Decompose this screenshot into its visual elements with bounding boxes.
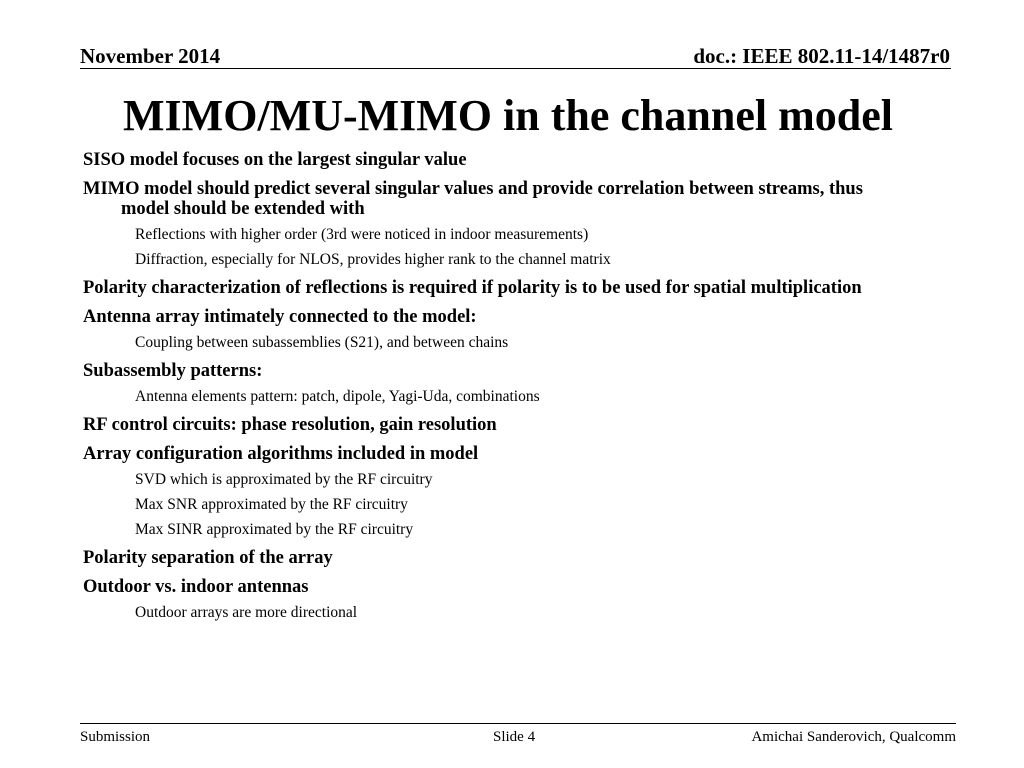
footer-divider [80,723,956,724]
bullet-item: RF control circuits: phase resolution, gain resolution [83,415,497,435]
sub-bullet-item: SVD which is approximated by the RF circuitry [135,471,433,488]
sub-bullet-item: Coupling between subassemblies (S21), and between chains [135,334,509,351]
sub-bullet-item: Antenna elements pattern: patch, dipole, Yagi-Uda, combinations [135,388,540,405]
bullet-item: SISO model focuses on the largest singular value [83,150,467,170]
bullet-item: Array configuration algorithms included in model [83,444,479,464]
footer-author: Amichai Sanderovich, Qualcomm [751,729,956,745]
bullet-item: Outdoor vs. indoor antennas [83,577,309,597]
bullet-item: Subassembly patterns: [83,361,263,381]
bullet-item: Antenna array intimately connected to the model: [83,307,477,327]
header-date: November 2014 [80,44,221,68]
header-divider [80,68,951,69]
bullet-item: Polarity separation of the array [83,548,333,568]
sub-bullet-item: Diffraction, especially for NLOS, provides higher rank to the channel matrix [135,251,611,268]
slide-title: MIMO/MU-MIMO in the channel model [123,91,893,140]
sub-bullet-item: Reflections with higher order (3rd were noticed in indoor measurements) [135,226,589,243]
footer-submission: Submission [80,729,151,745]
footer-slide-number: Slide 4 [493,729,536,745]
bullet-item: MIMO model should predict several singular values and provide correlation between streams, thus model should be extended with [83,179,863,219]
header-doc-id: doc.: IEEE 802.11-14/1487r0 [693,44,950,68]
sub-bullet-item: Outdoor arrays are more directional [135,604,358,621]
sub-bullet-item: Max SINR approximated by the RF circuitry [135,521,414,538]
sub-bullet-item: Max SNR approximated by the RF circuitry [135,496,408,513]
slide-body [83,150,873,622]
bullet-item: Polarity characterization of reflections is required if polarity is to be used for spatial multiplication [83,278,862,298]
